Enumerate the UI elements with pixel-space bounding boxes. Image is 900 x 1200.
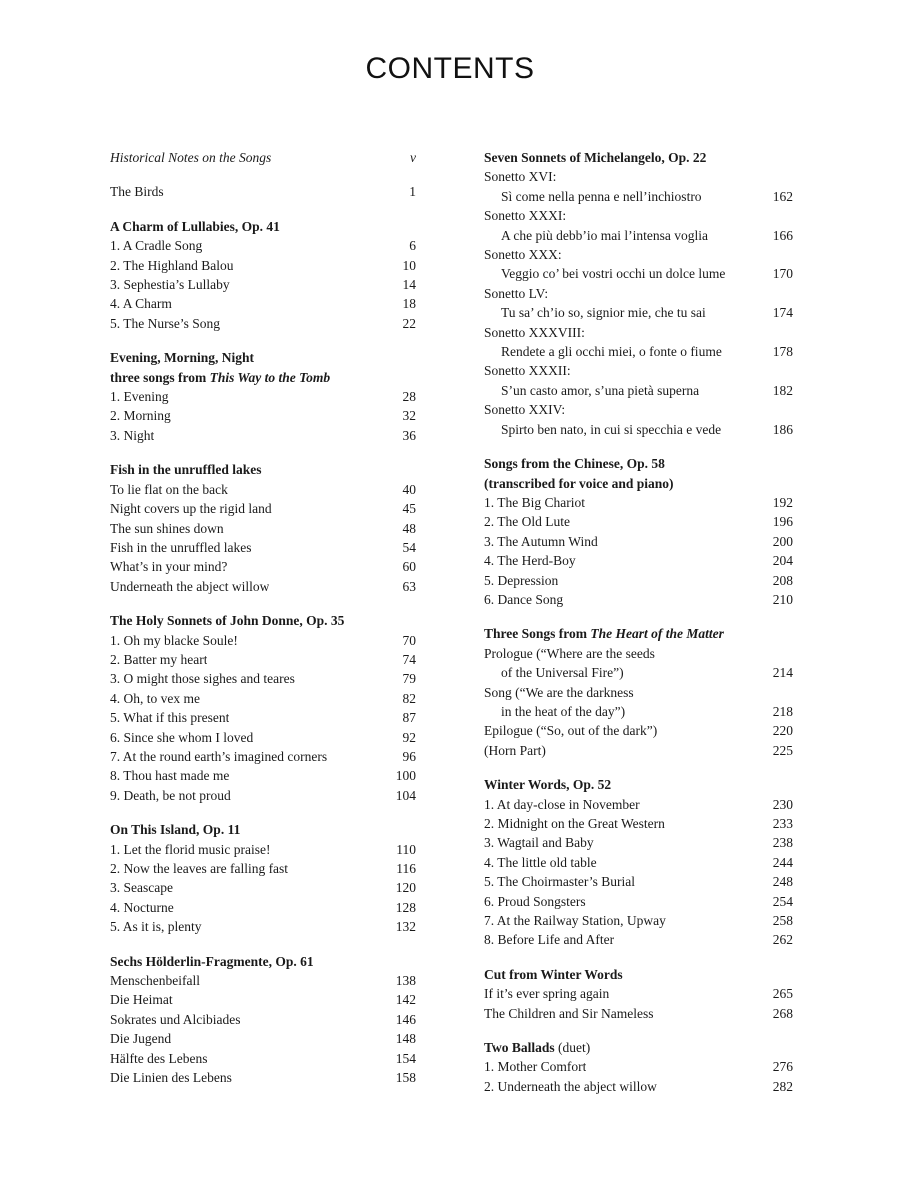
entry-page-number: 182	[772, 382, 793, 398]
toc-entry	[110, 898, 416, 917]
heading-prefix: Three Songs from	[484, 626, 591, 642]
entry-title: 2. The Highland Balou	[110, 257, 234, 273]
entry-page-number: 40	[402, 481, 416, 497]
toc-entry	[484, 721, 793, 740]
entry-title: 9. Death, be not proud	[110, 787, 231, 803]
entry-page-number: 22	[402, 315, 416, 331]
toc-entry	[110, 747, 416, 766]
entry-title: Sì come nella penna e nell’inchiostro	[501, 188, 702, 204]
toc-entry	[110, 387, 416, 406]
toc-entry	[110, 236, 416, 255]
entry-title: 2. Now the leaves are falling fast	[110, 861, 289, 876]
entry-list	[484, 493, 793, 609]
entry-title: Sokrates und Alcibiades	[110, 1011, 241, 1027]
entry-page-number: 146	[395, 1011, 416, 1027]
toc-entry	[110, 577, 416, 596]
toc-entry	[110, 480, 416, 499]
entry-list	[484, 984, 793, 1023]
entry-title: 8. Thou hast made me	[110, 768, 230, 784]
entry-title: Night covers up the rigid land	[110, 501, 272, 517]
toc-entry	[484, 264, 793, 283]
toc-entry	[110, 708, 416, 727]
entry-title: Rendete a gli occhi miei, o fonte o fiume	[501, 344, 722, 360]
section-heading: Cut from Winter Words	[484, 966, 623, 982]
entry-page-number: 214	[772, 665, 793, 681]
toc-entry	[110, 557, 416, 576]
entry-page-number: 225	[772, 742, 793, 758]
entry-title: The sun shines down	[110, 520, 224, 536]
toc-entry	[484, 853, 793, 872]
entry-page-number: 233	[772, 816, 793, 831]
entry-title: 4. The Herd-Boy	[484, 553, 576, 569]
entry-title: Tu sa’ ch’io so, signior mie, che tu sai	[501, 305, 706, 321]
entry-title: 2. Batter my heart	[110, 651, 208, 667]
contents-column-right	[484, 148, 793, 1111]
toc-entry	[484, 795, 793, 814]
section-heading: Winter Words, Op. 52	[484, 777, 612, 793]
toc-entry	[110, 519, 416, 538]
entry-title: To lie flat on the back	[110, 481, 228, 497]
entry-title: 4. Nocturne	[110, 899, 174, 915]
entry-title: S’un casto amor, s’una pietà superna	[501, 382, 700, 398]
entry-page-number: 92	[402, 729, 416, 745]
entry-title: 1. Mother Comfort	[484, 1059, 587, 1075]
entry-page-number: 268	[772, 1005, 793, 1021]
entry-list	[484, 644, 793, 760]
entry-title: of the Universal Fire”)	[501, 665, 624, 681]
entry-page-number: 48	[402, 520, 416, 536]
entry-page-number: v	[410, 150, 416, 165]
section-charm-of-lullabies	[110, 217, 416, 333]
section-the-birds	[110, 182, 416, 201]
section-heading: A Charm of Lullabies, Op. 41	[110, 218, 280, 234]
entry-page-number: 104	[395, 787, 416, 803]
entry-list	[484, 167, 793, 439]
toc-entry	[110, 499, 416, 518]
toc-entry	[484, 493, 793, 512]
entry-page-number: 14	[402, 277, 416, 293]
toc-entry	[110, 294, 416, 313]
toc-entry	[110, 689, 416, 708]
toc-entry	[484, 187, 793, 206]
entry-page-number: 265	[772, 986, 793, 1002]
entry-page-number: 282	[772, 1078, 793, 1094]
entry-title: 5. The Choirmaster’s Burial	[484, 874, 635, 890]
toc-entry	[110, 728, 416, 747]
toc-entry	[110, 650, 416, 669]
entry-title: 3. Night	[110, 427, 155, 443]
toc-entry	[484, 1077, 793, 1096]
subheading-italic-title: This Way to the Tomb	[209, 369, 331, 385]
entry-page-number: 186	[772, 421, 793, 437]
section-heading: Seven Sonnets of Michelangelo, Op. 22	[484, 150, 707, 165]
entry-list	[110, 236, 416, 333]
entry-list	[484, 795, 793, 950]
entry-title: What’s in your mind?	[110, 559, 228, 575]
entry-title: 1. Evening	[110, 389, 169, 405]
toc-entry	[484, 702, 793, 721]
toc-entry	[110, 1068, 416, 1087]
section-two-ballads	[484, 1038, 793, 1096]
toc-entry	[110, 538, 416, 557]
toc-entry	[110, 669, 416, 688]
section-on-this-island	[110, 820, 416, 936]
entry-title: 2. The Old Lute	[484, 514, 570, 530]
entry-title: 1. At day-close in November	[484, 796, 640, 812]
toc-entry	[484, 814, 793, 833]
toc-entry	[110, 182, 416, 201]
toc-entry	[484, 741, 793, 760]
toc-entry	[484, 381, 793, 400]
entry-title: Song (“We are the darkness	[484, 684, 634, 700]
entry-title: 4. The little old table	[484, 854, 597, 870]
entry-title: 6. Dance Song	[484, 591, 564, 607]
section-heading	[484, 624, 793, 643]
entry-title: 6. Since she whom I loved	[110, 729, 254, 745]
entry-title: 1. A Cradle Song	[110, 238, 203, 254]
entry-page-number: 174	[772, 305, 793, 321]
entry-page-number: 262	[772, 932, 793, 948]
entry-page-number: 178	[772, 344, 793, 360]
toc-entry	[110, 971, 416, 990]
toc-entry	[110, 426, 416, 445]
entry-title: Hälfte des Lebens	[110, 1050, 208, 1066]
toc-entry	[484, 911, 793, 930]
entry-title: 1. Let the florid music praise!	[110, 841, 271, 857]
toc-entry	[484, 590, 793, 609]
section-heading: Sechs Hölderlin-Fragmente, Op. 61	[110, 953, 314, 969]
entry-page-number: 18	[402, 296, 416, 312]
entry-list	[110, 387, 416, 445]
heading-suffix: (duet)	[554, 1040, 591, 1056]
entry-page-number: 254	[772, 893, 793, 909]
entry-title: Sonetto XXXI:	[484, 208, 567, 224]
entry-list	[110, 631, 416, 806]
section-holderlin-fragmente	[110, 952, 416, 1088]
entry-title: 1. Oh my blacke Soule!	[110, 632, 238, 648]
entry-page-number: 196	[772, 514, 793, 530]
entry-page-number: 154	[395, 1050, 416, 1066]
entry-title: Sonetto XVI:	[484, 169, 557, 185]
entry-page-number: 28	[402, 389, 416, 405]
entry-page-number: 120	[395, 880, 416, 896]
entry-title: Menschenbeifall	[110, 973, 200, 989]
entry-page-number: 166	[772, 227, 793, 243]
entry-title: 4. Oh, to vex me	[110, 690, 200, 706]
entry-page-number: 158	[395, 1070, 416, 1086]
entry-page-number: 208	[772, 572, 793, 588]
entry-title: Die Heimat	[110, 992, 173, 1008]
entry-title: 5. What if this present	[110, 710, 230, 726]
toc-entry	[110, 917, 416, 936]
toc-entry	[484, 644, 793, 663]
entry-page-number: 54	[402, 539, 416, 555]
entry-page-number: 248	[772, 874, 793, 890]
toc-entry	[484, 303, 793, 322]
entry-title: Sonetto LV:	[484, 285, 549, 301]
section-heading: Songs from the Chinese, Op. 58	[484, 456, 665, 472]
toc-entry	[110, 631, 416, 650]
entry-page-number: 1	[409, 184, 416, 200]
section-heading: Evening, Morning, Night	[110, 350, 255, 366]
toc-entry	[484, 930, 793, 949]
section-heart-of-the-matter	[484, 624, 793, 760]
entry-title: 3. Sephestia’s Lullaby	[110, 277, 230, 293]
toc-entry	[110, 275, 416, 294]
toc-entry	[484, 872, 793, 891]
entry-page-number: 138	[395, 973, 416, 989]
entry-title: 2. Morning	[110, 408, 171, 424]
entry-page-number: 244	[772, 854, 793, 870]
entry-list	[110, 480, 416, 596]
page-title: CONTENTS	[365, 52, 535, 85]
toc-entry	[484, 167, 793, 186]
entry-page-number: 162	[772, 188, 793, 204]
entry-title: Fish in the unruffled lakes	[110, 539, 252, 555]
entry-title: Die Linien des Lebens	[110, 1070, 232, 1086]
entry-page-number: 132	[395, 919, 416, 935]
entry-page-number: 238	[772, 835, 793, 851]
entry-page-number: 258	[772, 913, 793, 929]
toc-entry	[110, 786, 416, 805]
toc-entry	[110, 406, 416, 425]
toc-entry	[484, 663, 793, 682]
toc-entry	[484, 984, 793, 1003]
entry-title: Sonetto XXIV:	[484, 402, 566, 418]
entry-page-number: 6	[409, 238, 416, 254]
toc-entry	[110, 990, 416, 1009]
entry-page-number: 10	[402, 257, 416, 273]
entry-page-number: 45	[402, 501, 416, 517]
toc-entry	[484, 1057, 793, 1076]
toc-entry	[110, 1029, 416, 1048]
entry-page-number: 70	[402, 632, 416, 648]
entry-title: Spirto ben nato, in cui si specchia e vede	[501, 421, 722, 437]
entry-page-number: 142	[395, 992, 416, 1008]
section-cut-from-winter-words	[484, 965, 793, 1023]
entry-title: The Children and Sir Nameless	[484, 1005, 654, 1021]
entry-title: 1. The Big Chariot	[484, 494, 585, 510]
entry-title: Underneath the abject willow	[110, 578, 270, 594]
toc-entry	[484, 532, 793, 551]
entry-page-number: 170	[772, 266, 793, 282]
toc-entry	[110, 840, 416, 859]
entry-title: Epilogue (“So, out of the dark”)	[484, 723, 658, 739]
entry-page-number: 110	[396, 841, 416, 857]
toc-entry	[484, 361, 793, 380]
entry-title: 5. Depression	[484, 572, 559, 588]
entry-page-number: 82	[402, 690, 416, 706]
toc-entry	[484, 833, 793, 852]
entry-page-number: 60	[402, 559, 416, 575]
entry-list	[484, 1057, 793, 1096]
toc-entry	[484, 1004, 793, 1023]
entry-page-number: 204	[772, 553, 793, 569]
section-heading: Fish in the unruffled lakes	[110, 462, 262, 478]
section-subheading	[110, 368, 416, 387]
toc-entry	[110, 766, 416, 785]
entry-page-number: 79	[402, 671, 416, 687]
entry-title: Sonetto XXXII:	[484, 363, 571, 379]
entry-title: 2. Underneath the abject willow	[484, 1078, 657, 1094]
section-heading: The Holy Sonnets of John Donne, Op. 35	[110, 613, 345, 629]
toc-entry	[110, 878, 416, 897]
toc-entry	[110, 148, 416, 167]
section-songs-from-the-chinese	[484, 454, 793, 609]
entry-page-number: 230	[772, 796, 793, 812]
heading-main: Two Ballads	[484, 1040, 555, 1056]
entry-title: 5. The Nurse’s Song	[110, 315, 220, 331]
entry-list	[110, 840, 416, 937]
section-fish-in-the-unruffled-lakes	[110, 460, 416, 596]
entry-title: 2. Midnight on the Great Western	[484, 816, 665, 831]
toc-entry	[484, 892, 793, 911]
entry-page-number: 210	[772, 591, 793, 607]
entry-title: 3. The Autumn Wind	[484, 533, 598, 549]
entry-title: 3. Seascape	[110, 880, 173, 896]
entry-page-number: 200	[772, 533, 793, 549]
entry-page-number: 87	[402, 710, 416, 726]
toc-entry	[484, 420, 793, 439]
entry-page-number: 36	[402, 427, 416, 443]
entry-page-number: 116	[396, 861, 416, 876]
subheading-prefix: three songs from	[110, 369, 210, 385]
entry-title: 3. Wagtail and Baby	[484, 835, 594, 851]
entry-title: Prologue (“Where are the seeds	[484, 645, 655, 661]
entry-title: 7. At the round earth’s imagined corners	[110, 748, 328, 764]
entry-title: 4. A Charm	[110, 296, 172, 312]
entry-page-number: 96	[402, 748, 416, 764]
section-intro	[110, 148, 416, 167]
section-heading	[484, 1038, 793, 1057]
entry-page-number: 32	[402, 408, 416, 424]
entry-page-number: 218	[772, 703, 793, 719]
toc-entry	[110, 314, 416, 333]
section-holy-sonnets-of-john-donne	[110, 611, 416, 805]
entry-title: A che più debb’io mai l’intensa voglia	[501, 227, 708, 243]
toc-entry	[484, 245, 793, 264]
toc-entry	[484, 323, 793, 342]
entry-title: Sonetto XXXVIII:	[484, 324, 585, 340]
heading-italic-title: The Heart of the Matter	[590, 626, 724, 642]
toc-entry	[110, 1010, 416, 1029]
section-heading: On This Island, Op. 11	[110, 822, 241, 838]
toc-entry	[484, 571, 793, 590]
entry-title: The Birds	[110, 184, 164, 200]
entry-page-number: 63	[402, 578, 416, 594]
section-evening-morning-night	[110, 348, 416, 445]
toc-entry	[110, 859, 416, 878]
entry-title: 8. Before Life and After	[484, 932, 615, 948]
entry-page-number: 148	[395, 1031, 416, 1047]
toc-entry	[484, 342, 793, 361]
entry-title: in the heat of the day”)	[501, 703, 626, 719]
entry-page-number: 220	[772, 723, 793, 739]
toc-entry	[484, 206, 793, 225]
section-michelangelo-sonnets	[484, 148, 793, 439]
contents-column-left	[110, 148, 416, 1102]
toc-entry	[484, 551, 793, 570]
toc-entry	[484, 512, 793, 531]
entry-title: Historical Notes on the Songs	[110, 150, 272, 165]
entry-title: Veggio co’ bei vostri occhi un dolce lume	[501, 266, 726, 282]
entry-page-number: 192	[772, 494, 793, 510]
entry-title: 6. Proud Songsters	[484, 893, 586, 909]
section-subheading: (transcribed for voice and piano)	[484, 475, 674, 491]
entry-page-number: 74	[402, 651, 416, 667]
entry-page-number: 100	[395, 768, 416, 784]
entry-title: 7. At the Railway Station, Upway	[484, 913, 666, 929]
toc-entry	[484, 400, 793, 419]
entry-title: Die Jugend	[110, 1031, 172, 1047]
entry-list	[110, 971, 416, 1087]
toc-entry	[110, 256, 416, 275]
toc-entry	[484, 683, 793, 702]
section-winter-words	[484, 775, 793, 950]
entry-title: If it’s ever spring again	[484, 986, 610, 1002]
toc-entry	[484, 226, 793, 245]
entry-title: 3. O might those sighes and teares	[110, 671, 295, 687]
entry-title: Sonetto XXX:	[484, 247, 562, 263]
entry-title: (Horn Part)	[484, 742, 546, 758]
entry-page-number: 276	[772, 1059, 793, 1075]
toc-entry	[484, 284, 793, 303]
toc-entry	[110, 1049, 416, 1068]
entry-title: 5. As it is, plenty	[110, 919, 202, 935]
entry-page-number: 128	[395, 899, 416, 915]
